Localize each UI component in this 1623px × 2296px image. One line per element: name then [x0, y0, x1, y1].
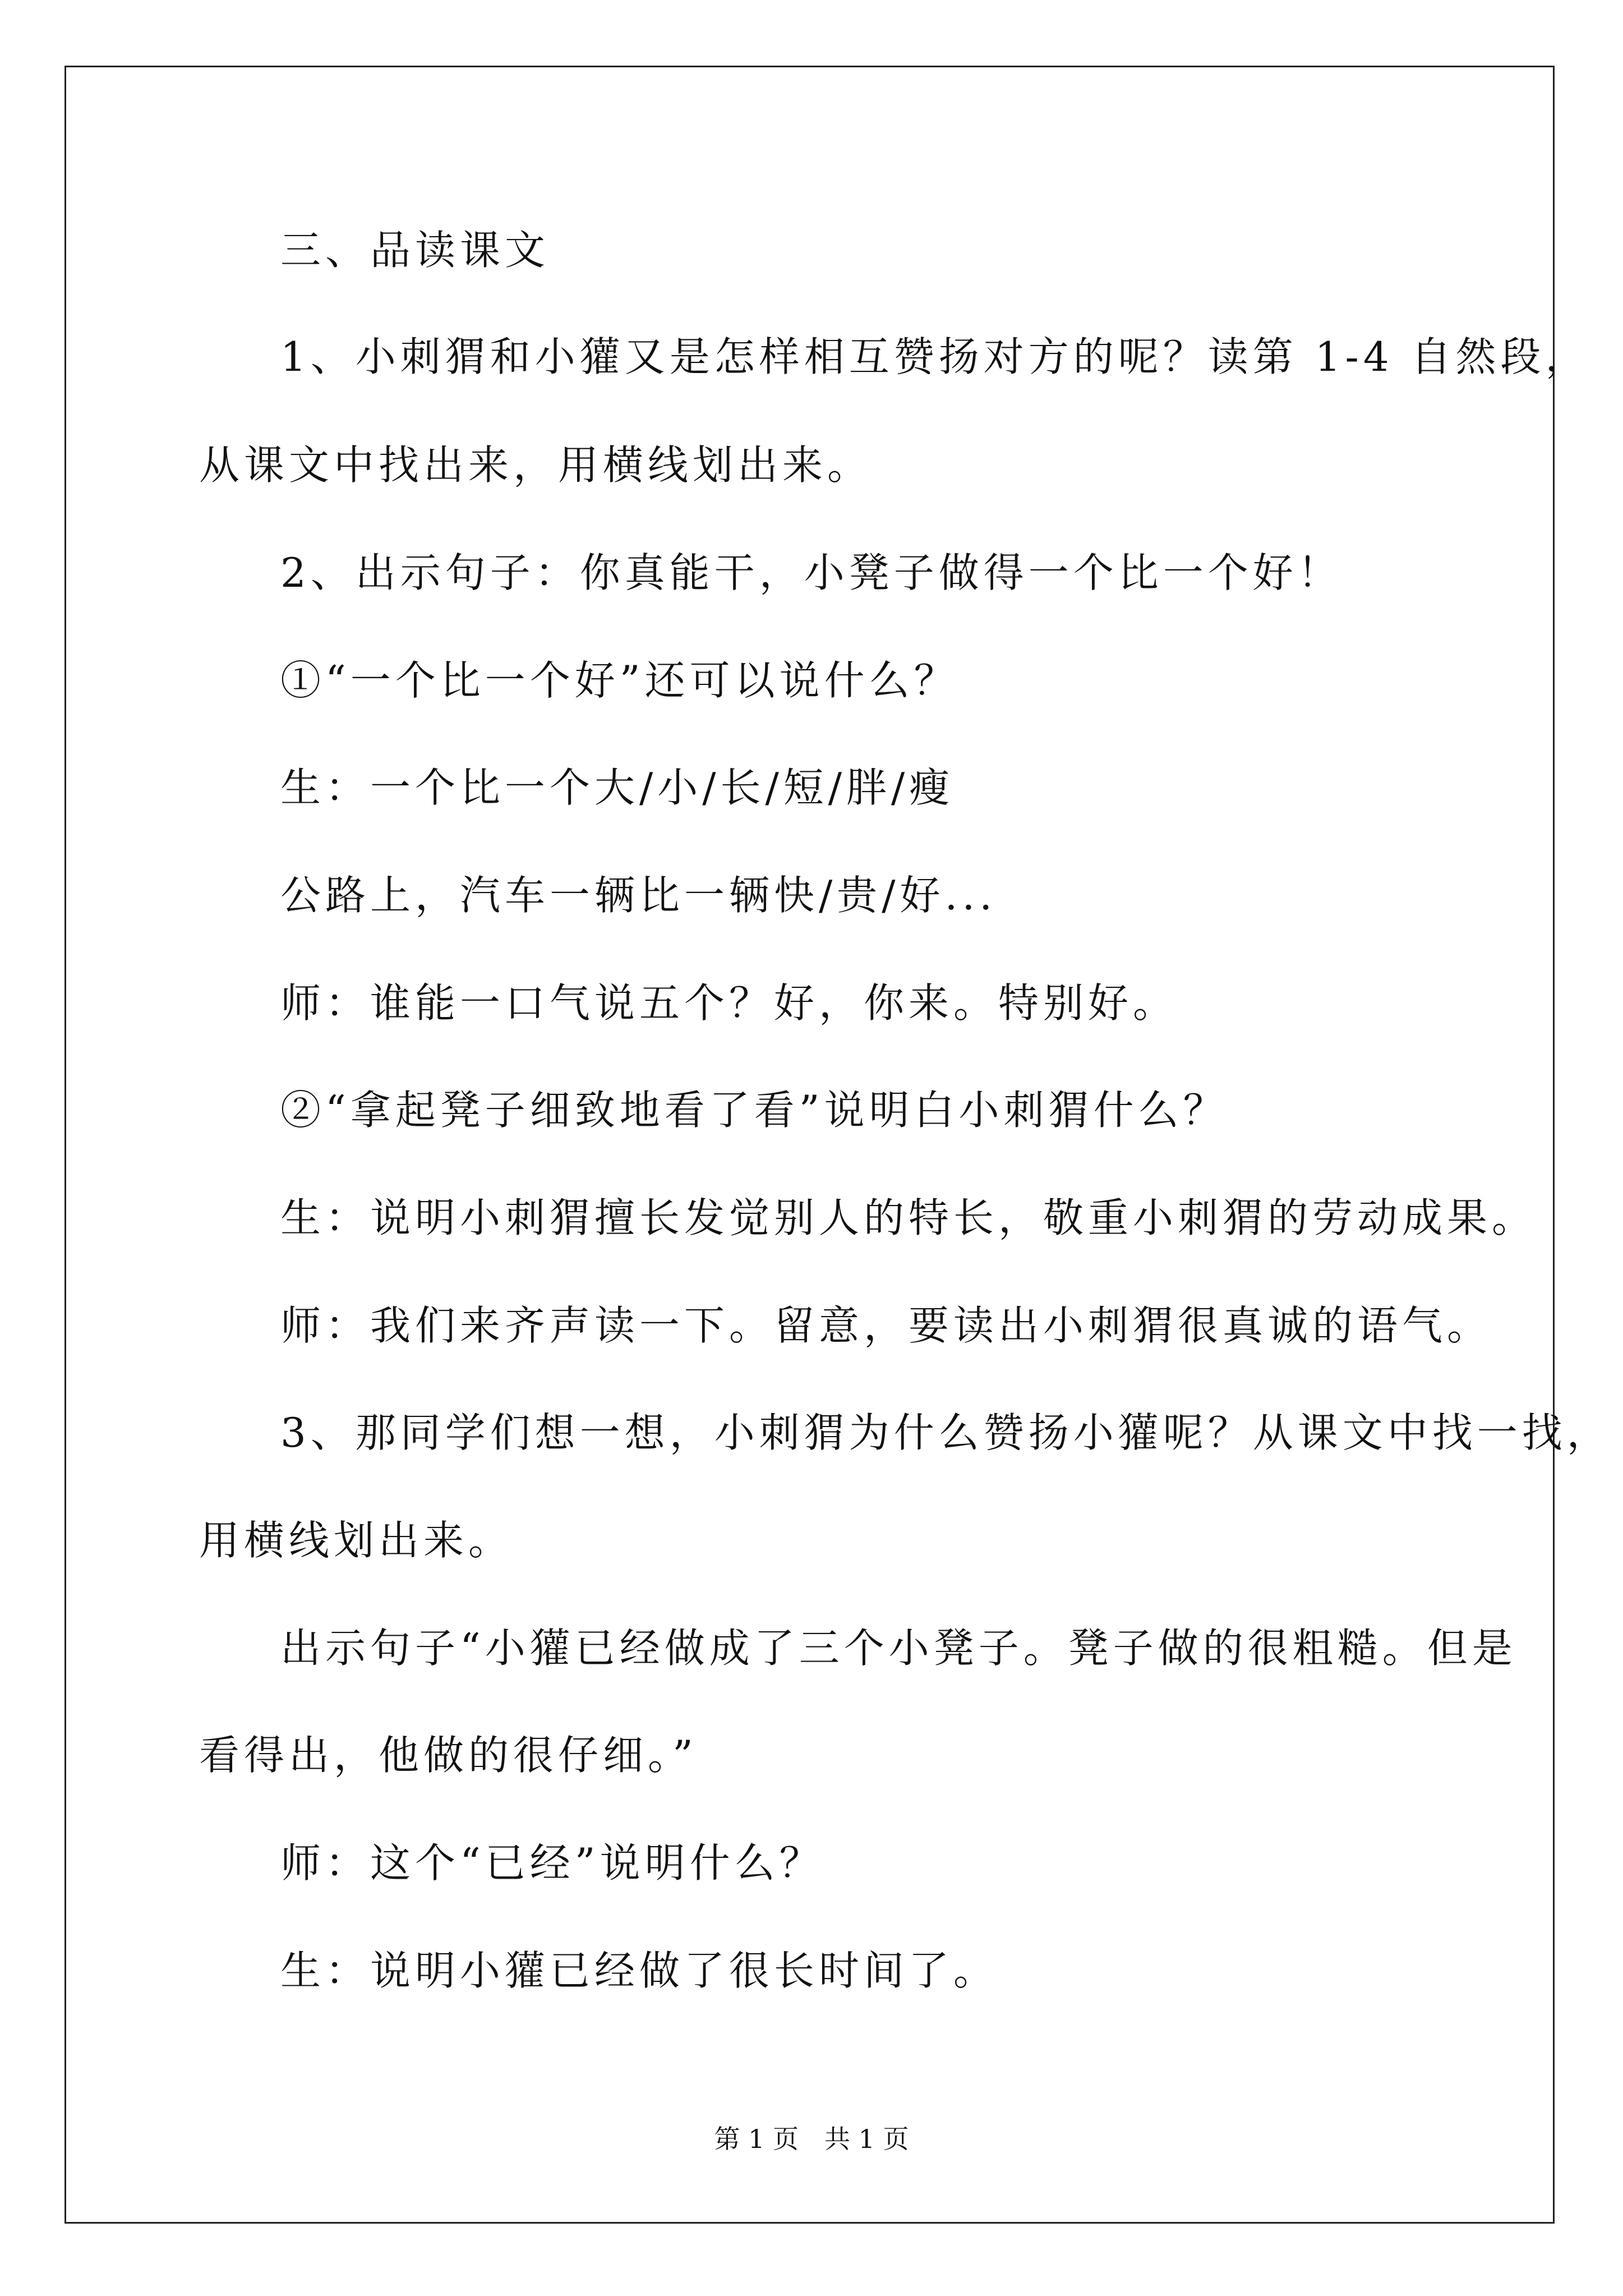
- paragraph-line: 出示句子“小獾已经做成了三个小凳子。凳子做的很粗糙。但是: [280, 1625, 1517, 1672]
- paragraph-line: 3、那同学们想一想，小刺猬为什么赞扬小獾呢？从课文中找一找，: [280, 1409, 1612, 1456]
- paragraph-line: 2、出示句子：你真能干，小凳子做得一个比一个好！: [280, 549, 1343, 596]
- paragraph-line: ①“一个比一个好”还可以说什么？: [280, 657, 959, 704]
- paragraph-line: 1、小刺猬和小獾又是怎样相互赞扬对方的呢？读第 1-4 自然段，: [280, 333, 1590, 380]
- paragraph-line: 生：说明小刺猬擅长发觉别人的特长，敬重小刺猬的劳动成果。: [280, 1194, 1537, 1241]
- section-heading: 三、品读课文: [280, 227, 550, 274]
- paragraph-line: 用横线划出来。: [199, 1517, 514, 1564]
- paragraph-line: 师：这个“已经”说明什么？: [280, 1839, 824, 1887]
- paragraph-line: 师：我们来齐声读一下。留意，要读出小刺猬很真诚的语气。: [280, 1302, 1492, 1349]
- paragraph-line: 生：说明小獾已经做了很长时间了。: [280, 1947, 999, 1994]
- paragraph-line: 师：谁能一口气说五个？好，你来。特别好。: [280, 979, 1178, 1027]
- paragraph-line: ②“拿起凳子细致地看了看”说明白小刺猬什么？: [280, 1087, 1228, 1134]
- paragraph-line: 生：一个比一个大/小/长/短/胖/瘦: [280, 764, 955, 811]
- paragraph-line: 看得出，他做的很仔细。”: [199, 1732, 698, 1779]
- page-footer: 第 1 页 共 1 页: [714, 2124, 909, 2154]
- paragraph-line: 从课文中找出来，用横线划出来。: [199, 441, 873, 489]
- page-border: [64, 66, 1555, 2224]
- paragraph-line: 公路上，汽车一辆比一辆快/贵/好...: [280, 872, 997, 919]
